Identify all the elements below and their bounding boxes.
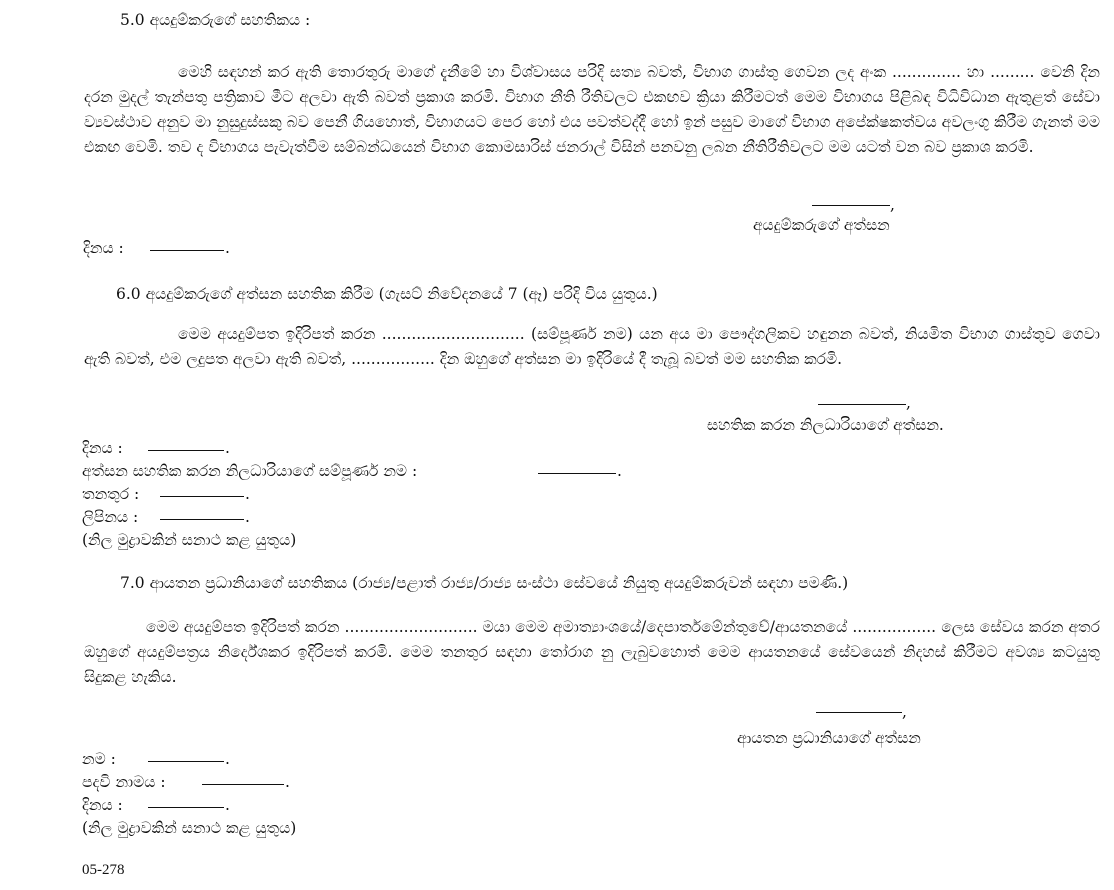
post-title-label: පදවි නාමය : <box>82 773 166 791</box>
field-period: . <box>225 796 230 814</box>
name-label: නම : <box>82 750 116 768</box>
section-6-date-label: දිනය : <box>82 439 123 457</box>
designation-label: තනතුර : <box>82 485 140 503</box>
field-period: . <box>225 750 230 768</box>
section-6-body: මෙම අයදුම්පත ඉදිරිපත් කරන ............................. (සම්පූර්ණ නම) යන අය මා පෞද්ගලිකව හඳුනන බවත්, නියමිත විභාග ගාස්තුව ගෙවා ඇති බවත්, එම ලදුපත අලවා ඇති බවත්, ................. දින ඔහුගේ අත්සන මා ඉදිරියේ දී තැබූ බවත් මම සහතික කරමි. <box>84 325 1100 368</box>
field-period: . <box>225 439 230 457</box>
section-7-heading: 7.0 ආයතන ප්‍රධානියාගේ සහතිකය (රාජ්‍ය/පළාත් රාජ්‍ය/රාජ්‍ය සංස්ථා සේවයේ නියුතු අයදුම්කරුවන් සඳහා පමණි.) <box>120 574 849 592</box>
certifier-name-label: අත්සන සහතික කරන නිලධාරියාගේ සම්පූර්ණ නම : <box>82 462 418 480</box>
address-label: ලිපිනය : <box>82 508 139 526</box>
field-period: . <box>285 773 290 791</box>
section-5-heading: 5.0 අයදුම්කරුගේ සහතිකය : <box>120 11 311 29</box>
section-5-date-line[interactable] <box>150 250 224 251</box>
field-period: . <box>245 508 250 526</box>
certifier-name-line[interactable] <box>538 473 616 474</box>
date-period: . <box>225 239 230 257</box>
head-signature-caption: ආයතන ප්‍රධානියාගේ අත්සන <box>737 729 921 747</box>
signature-comma: , <box>902 703 907 721</box>
seal-note: (නිල මුද්‍රාවකින් සනාථ කළ යුතුය) <box>82 819 297 837</box>
post-title-line[interactable] <box>202 784 284 785</box>
certifier-signature-line <box>818 404 906 405</box>
section-7-body: මෙම අයදුම්පත ඉදිරිපත් කරන ........................... මයා මෙම අමාත්‍යාංශයේ/දෙපාර්තමේන්තුවේ/ආයතනයේ ................. ලෙස සේවය කරන අතර ඔහුගේ අයදුම්පත්‍රය නිර්දේශකර ඉදිරිපත් කරමි. මෙම තනතුර සඳහා තෝරාග නු ලැබුවහොත් මෙම ආයතනයේ සේවයෙන් නිදහස් කිරීමට අවශ්‍ය කටයුතු සිදුකළ හැකිය. <box>84 618 1100 686</box>
signature-comma: , <box>890 196 895 214</box>
section-6-heading: 6.0 අයදුම්කරුගේ අත්සන සහතික කිරීම (ගැසට් නිවේදනයේ 7 (ඈ) පරිදි විය යුතුය.) <box>116 285 658 303</box>
seal-note: (නිල මුද්‍රාවකින් සනාථ කළ යුතුය) <box>82 531 297 549</box>
document-code: 05-278 <box>82 862 125 878</box>
name-line[interactable] <box>148 761 224 762</box>
section-7-date-label: දිනය : <box>82 796 123 814</box>
section-5-date-label: දිනය : <box>83 239 124 257</box>
address-line[interactable] <box>160 519 244 520</box>
applicant-signature-caption: අයදුම්කරුගේ අත්සන <box>753 216 890 234</box>
section-7-date-line[interactable] <box>148 807 224 808</box>
field-period: . <box>617 462 622 480</box>
section-6-date-line[interactable] <box>148 450 224 451</box>
field-period: . <box>245 485 250 503</box>
signature-comma: , <box>906 394 911 412</box>
applicant-signature-line <box>812 205 890 206</box>
section-5-body: මෙහි සඳහන් කර ඇති තොරතුරු මාගේ දැනීමේ හා විශ්වාසය පරිදි සත්‍ය බවත්, විභාග ගාස්තු ගෙවන ලද අංක .............. හා ......... වෙනි දින දරන මුදල් තැන්පතු පත්‍රිකාව මීට අලවා ඇති බවත් ප්‍රකාශ කරමි. විභාග නීති රීතිවලට එකඟව ක්‍රියා කිරීමටත් මෙම විභාගය පිළිබඳ විධිවිධාන ඇතුළත් සේවා ව්‍යවස්ථාව අනුව මා නුසුදුස්සකු බව පෙනී ගියහොත්, විභාගයට පෙර හෝ එය පවත්වද්දී හෝ ඉන් පසුව මාගේ විභාග අපේක්ෂකත්වය අවලංගු කිරීම ගැනත් මම එකඟ වෙමි. තව ද විභාගය පැවැත්වීම සම්බන්ධයෙන් විභාග කොමසාරිස් ජනරාල් විසින් පනවනු ලබන නීතිරීතිවලට මම යටත් වන බව ප්‍රකාශ කරමි. <box>84 63 1100 156</box>
head-signature-line <box>816 712 902 713</box>
designation-line[interactable] <box>160 496 244 497</box>
certifier-signature-caption: සහතික කරන නිලධාරියාගේ අත්සන. <box>707 416 944 434</box>
